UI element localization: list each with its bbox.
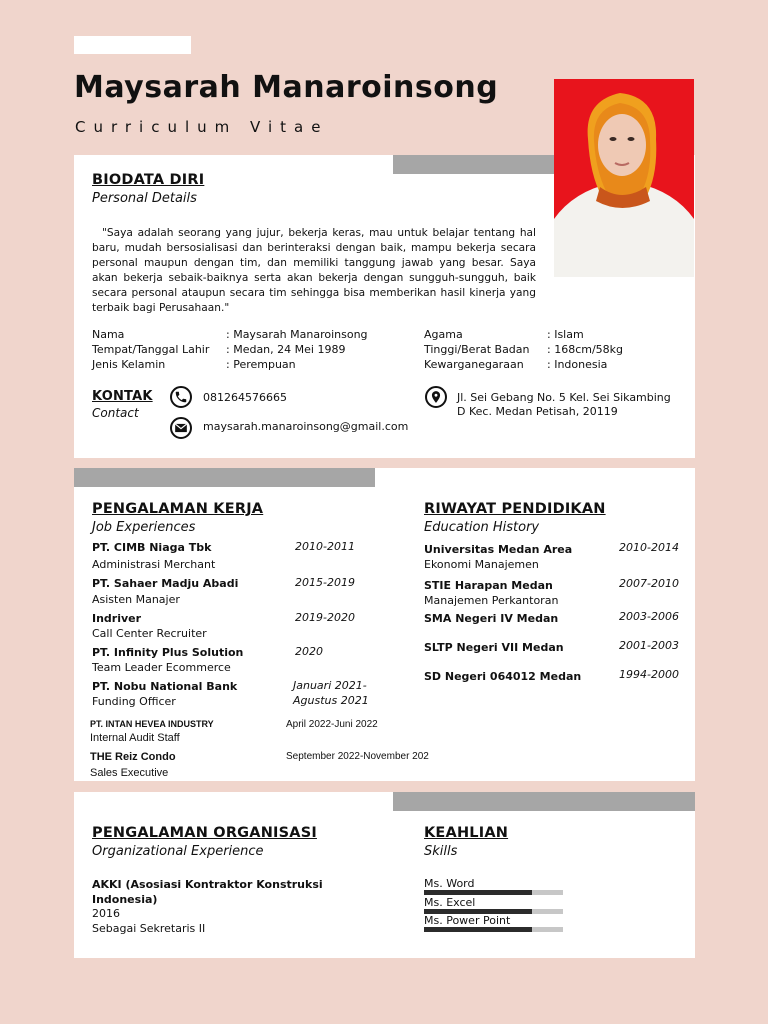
skill-bar [424,890,563,895]
field-birth [92,343,345,356]
job-years: September 2022-November 202 [286,751,429,762]
field-label: Jenis Kelamin [92,358,166,371]
biodata-title: BIODATA DIRI [92,172,205,188]
job-years: 2020 [295,645,323,658]
document-subtitle: Curriculum Vitae [75,118,329,136]
personal-summary: "Saya adalah seorang yang jujur, bekerja keras, mau untuk belajar tentang hal baru, mudah bersosialisasi dan berinteraksi dengan baik, mampu bekerja secara personal maupun dengan tim, dan memiliki tanggung jawab yang besar. Saya akan bekerja sebaik-baiknya serta akan bekerja dengan sungguh-sungguh, baik secara personal ataupun secara tim sehingga bisa memberikan hasil kinerja yang terbaik bagi Perusahaan." [92,227,536,314]
field-value: : Islam [547,328,584,341]
education-subtitle: Education History [424,520,540,535]
school-name: SD Negeri 064012 Medan [424,670,582,683]
job-company: Indriver [92,612,142,625]
job-role: Internal Audit Staff [90,732,180,744]
organization-position: Sebagai Sekretaris II [92,922,206,935]
job-years: Januari 2021- [293,679,367,692]
job-company: PT. CIMB Niaga Tbk [92,541,212,554]
school-name: Universitas Medan Area [424,543,573,556]
field-height-weight [424,343,623,356]
field-nationality [424,358,607,371]
field-value: : 168cm/58kg [547,343,624,356]
field-value: : Maysarah Manaroinsong [226,328,368,341]
skills-title: KEAHLIAN [424,825,509,841]
organization-year: 2016 [92,907,120,920]
school-name: SLTP Negeri VII Medan [424,641,564,654]
person-name: Maysarah Manaroinsong [74,70,499,105]
field-label: Kewarganegaraan [424,358,524,371]
contact-title: KONTAK [92,389,153,404]
organization-name-line-2: Indonesia) [92,893,158,906]
email-address: maysarah.manaroinsong@gmail.com [203,420,409,433]
school-years: 2001-2003 [619,639,679,652]
skill-bar-fill [424,927,532,932]
field-value: : Medan, 24 Mei 1989 [226,343,346,356]
location-icon [425,386,447,408]
skill-label: Ms. Power Point [424,914,511,927]
address-line-2: D Kec. Medan Petisah, 20119 [457,405,618,418]
gray-accent-bar [74,468,375,487]
job-role: Call Center Recruiter [92,627,207,640]
field-religion [424,328,584,341]
job-company: PT. Infinity Plus Solution [92,646,244,659]
job-years: 2010-2011 [295,540,355,553]
job-role: Team Leader Ecommerce [92,661,231,674]
school-years: 1994-2000 [619,668,679,681]
field-name [92,328,368,341]
address-line-1: Jl. Sei Gebang No. 5 Kel. Sei Sikambing [457,391,671,404]
biodata-subtitle: Personal Details [92,191,197,206]
profile-photo [554,79,694,277]
experience-subtitle: Job Experiences [92,520,196,535]
gray-accent-bar [393,792,695,811]
organization-title: PENGALAMAN ORGANISASI [92,825,317,841]
job-company: PT. Sahaer Madju Abadi [92,577,239,590]
gray-accent-bar [393,155,554,174]
education-title: RIWAYAT PENDIDIKAN [424,501,606,517]
school-years: 2007-2010 [619,577,679,590]
job-years: 2015-2019 [295,576,355,589]
field-label: Tinggi/Berat Badan [424,343,530,356]
field-gender [92,358,296,371]
organization-subtitle: Organizational Experience [92,844,264,859]
organization-name-line-1: AKKI (Asosiasi Kontraktor Konstruksi [92,878,323,891]
phone-icon [170,386,192,408]
field-label: Tempat/Tanggal Lahir [92,343,210,356]
header-tab-decoration [74,36,191,54]
job-role: Sales Executive [90,767,169,779]
field-value: : Perempuan [226,358,296,371]
skill-label: Ms. Word [424,877,475,890]
school-name: STIE Harapan Medan [424,579,553,592]
job-years: April 2022-Juni 2022 [286,719,378,730]
school-name: SMA Negeri IV Medan [424,612,559,625]
email-icon [170,417,192,439]
field-label: Nama [92,328,125,341]
job-years-end: Agustus 2021 [293,694,369,707]
skill-bar [424,927,563,932]
school-years: 2010-2014 [619,541,679,554]
field-value: : Indonesia [547,358,608,371]
job-company: THE Reiz Condo [90,751,176,763]
job-years: 2019-2020 [295,611,355,624]
job-role: Asisten Manajer [92,593,180,606]
job-role: Funding Officer [92,695,176,708]
school-years: 2003-2006 [619,610,679,623]
school-major: Ekonomi Manajemen [424,558,539,571]
field-label: Agama [424,328,463,341]
skill-label: Ms. Excel [424,896,476,909]
job-role: Administrasi Merchant [92,558,216,571]
contact-subtitle: Contact [92,406,139,420]
experience-title: PENGALAMAN KERJA [92,501,264,517]
phone-number: 081264576665 [203,391,287,404]
skills-subtitle: Skills [424,844,458,859]
job-company: PT. INTAN HEVEA INDUSTRY [90,719,214,729]
skill-bar-fill [424,890,532,895]
school-major: Manajemen Perkantoran [424,594,559,607]
job-company: PT. Nobu National Bank [92,680,238,693]
